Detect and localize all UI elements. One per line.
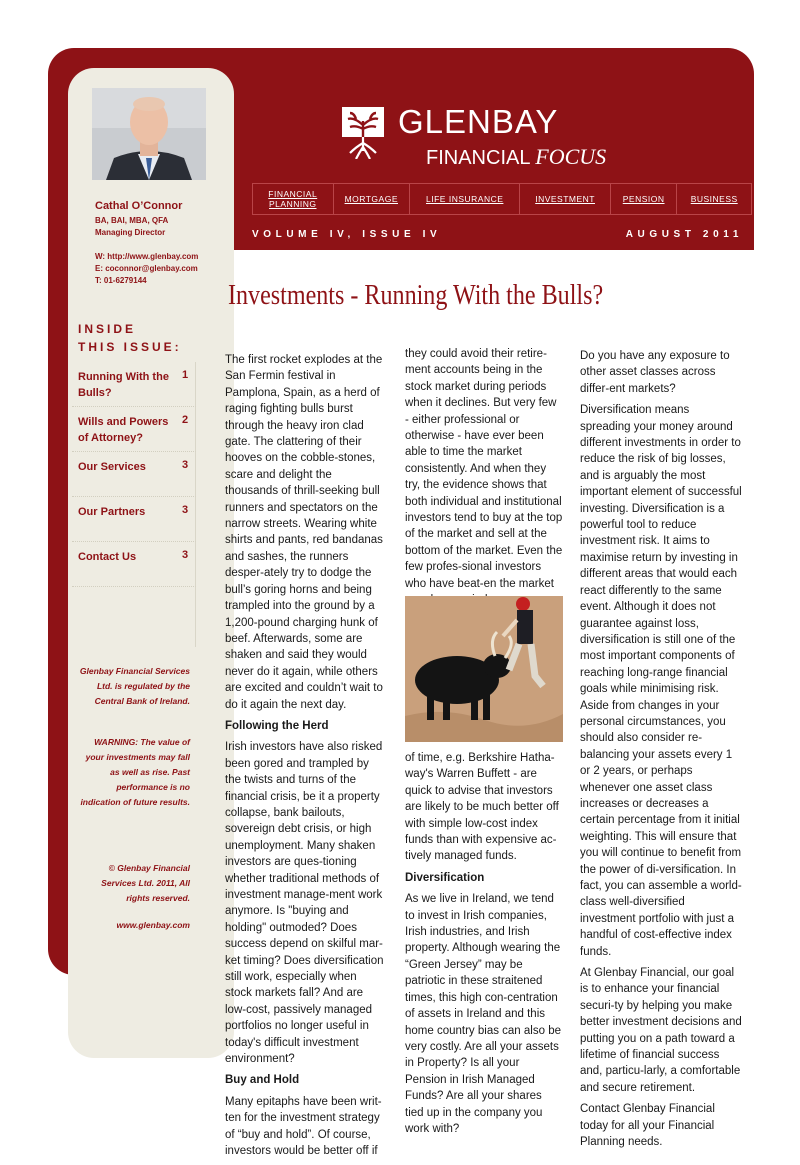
toc-label: Contact Us [78, 551, 137, 563]
article-paragraph: The first rocket explodes at the San Fermin festival in Pamplona, Spain, as a herd of raging fighting bulls burst through the heavy iron clad gate. The clattering of their hooves on the cobble-stones, scare and delight the thousands of thrill-seeking bull runners and spectators on the narrow streets. Wearing white shirts and pants, red bandanas and sashes, the runners desper-ately try to dodge the bull’s goring horns and being trampled into the ground by a 1,200-pound charging hunk of beef. Afterwards, some are shaken and said they would never do it again, while others are excited and couldn’t wait to do it again the next day. [225, 354, 383, 711]
toc-item-our-partners[interactable] [72, 497, 196, 542]
nav-label: LIFE INSURANCE [426, 194, 504, 204]
profile-web-link[interactable]: W: http://www.glenbay.com [95, 252, 199, 261]
toc-page: 3 [182, 459, 189, 471]
toc-item-our-services[interactable] [72, 452, 196, 497]
top-navigation [252, 183, 752, 215]
inside-title-line-1: INSIDE [78, 322, 137, 336]
toc-page: 3 [182, 504, 189, 516]
investment-warning: WARNING: The value of your investments may fall as well as rise. Past performance is no indication of future results. [80, 737, 190, 807]
inside-title-line-2: THIS ISSUE: [78, 340, 182, 354]
toc-item-wills-and-powers[interactable] [72, 407, 196, 452]
profile-photo [92, 88, 206, 180]
article-column-2-bottom [405, 750, 563, 1142]
glenbay-tree-logo-icon [342, 107, 384, 159]
profile-name: Cathal O’Connor [95, 200, 183, 212]
tagline-prefix: FINANCIAL [426, 147, 530, 169]
copyright-note: © Glenbay Financial Services Ltd. 2011, All rights reserved. [101, 863, 190, 903]
toc-label: Our Services [78, 461, 146, 473]
bull-run-photo [405, 596, 563, 742]
toc-label: Running With the Bulls? [78, 371, 169, 399]
regulatory-note: Glenbay Financial Services Ltd. is regulated by the Central Bank of Ireland. [79, 666, 190, 706]
nav-financial-planning[interactable] [252, 184, 334, 214]
volume-issue: VOLUME IV, ISSUE IV [252, 229, 442, 240]
article-column-3 [580, 348, 742, 1156]
article-paragraph: As we live in Ireland, we tend to invest in Irish companies, Irish industries, and Irish property. Although wearing the “Green Jersey” may be patriotic in these straitened times, this high con-centration of assets in Ireland and this home country bias can also be very costly. Are all your assets in Property? Is all your Pension in Irish Managed Funds? Are all your shares tied up in the company you work with? [405, 893, 561, 1135]
toc-item-contact-us[interactable] [72, 542, 196, 587]
nav-label: PLANNING [269, 199, 317, 209]
article-paragraph: Irish investors have also risked been gored and trampled by the twists and turns of the financial crisis, be it a property collapse, bank bailouts, sovereign debt crisis, or high unemployment. Many shaken investors are ques-tioning whether traditional methods of investment manage-ment work anymore. Is "buying and holding" outmoded? Does success depend on skilful mar-ket timing? Does diversification still work, especially when stock markets fall? And are low-cost, passively managed portfolios no longer useful in today's difficult investment environment? [225, 741, 384, 1066]
nav-pension[interactable] [611, 184, 678, 214]
profile-credentials: BA, BAI, MBA, QFA [95, 216, 169, 225]
brand-name: GLENBAY [398, 103, 559, 140]
article-paragraph: Diversification means spreading your money around different investments in order to reduce the risk of big losses, and is arguably the most important element of successful investing. Diversification is a powerful tool to reduce investment risk. It aims to maximise return by investing in different areas that would each react differently to the same event. Although it does not guarantee against loss, diversification is still one of the most important components of reaching long-range financial goals while minimising risk. Aside from changes in your personal circumstances, you should also consider re-balancing your assets every 1 or 2 years, or perhaps whenever one asset class increases or decreases a certain percentage from it initial weighting. This will ensure that you will continue to benefit from the power of di-versification. In fact, you can assemble a world-class well-diversified investment portfolio with just a handful of cost-effective index funds. [580, 404, 742, 958]
nav-business[interactable] [677, 184, 752, 214]
nav-label: INVESTMENT [535, 194, 595, 204]
sidebar-website-link[interactable]: www.glenbay.com [116, 920, 190, 930]
toc-page: 1 [182, 369, 189, 381]
profile-email-link[interactable]: E: coconnor@glenbay.com [95, 264, 198, 273]
article-paragraph: Do you have any exposure to other asset classes across differ-ent markets? [580, 350, 730, 395]
nav-life-insurance[interactable] [410, 184, 520, 214]
article-paragraph: of time, e.g. Berkshire Hatha-way's Warren Buffett - are quick to advise that investors are likely to be much better off with simple low-cost index funds than with expensive ac-tively managed funds. [405, 752, 559, 863]
section-heading-diversification: Diversification [405, 871, 485, 884]
tagline-focus: FOCUS [535, 144, 607, 169]
nav-label: FINANCIAL [268, 189, 318, 199]
article-paragraph: At Glenbay Financial, our goal is to enhance your financial securi-ty by helping you make better investment decisions and putting you on a path toward a lifetime of financial success and, particu-larly, a comfortable and secure retirement. [580, 967, 742, 1094]
issue-date: AUGUST 2011 [625, 229, 743, 240]
profile-role: Managing Director [95, 228, 166, 237]
toc-label: Our Partners [78, 506, 146, 518]
toc-page: 2 [182, 414, 189, 426]
nav-investment[interactable] [520, 184, 610, 214]
article-paragraph: they could avoid their retire-ment accounts being in the stock market during periods when it declines. But very few - either professional or otherwise - have ever been able to time the market consistently. And when they try, the evidence shows that both individual and institutional investors tend to buy at the top of the market and sell at the bottom of the market. Even the few profes-sional investors who have beat-en the market [405, 348, 563, 590]
article-paragraph: Many epitaphs have been writ-ten for the investment strategy of “buy and hold”. Of course, investors would be better off if [225, 1095, 382, 1158]
toc-label: Wills and Powers of Attorney? [78, 416, 169, 444]
nav-label: PENSION [622, 194, 665, 204]
article-column-2-top [405, 346, 563, 614]
nav-label: MORTGAGE [344, 194, 398, 204]
nav-mortgage[interactable] [334, 184, 411, 214]
section-heading-following-the-herd: Following the Herd [225, 719, 329, 732]
profile-phone: T: 01-6279144 [95, 276, 147, 285]
inside-this-issue-heading [78, 320, 182, 356]
toc-spacer [72, 587, 196, 647]
nav-label: BUSINESS [690, 194, 738, 204]
toc-page: 3 [182, 549, 189, 561]
table-of-contents [72, 362, 196, 647]
section-heading-buy-and-hold: Buy and Hold [225, 1074, 300, 1087]
article-headline: Investments - Running With the Bulls? [228, 280, 604, 311]
article-column-1 [225, 352, 385, 1165]
newsletter-tagline [426, 144, 606, 170]
article-paragraph: Contact Glenbay Financial today for all your Financial Planning needs. [580, 1103, 715, 1149]
toc-item-running-with-the-bulls[interactable] [72, 362, 196, 407]
